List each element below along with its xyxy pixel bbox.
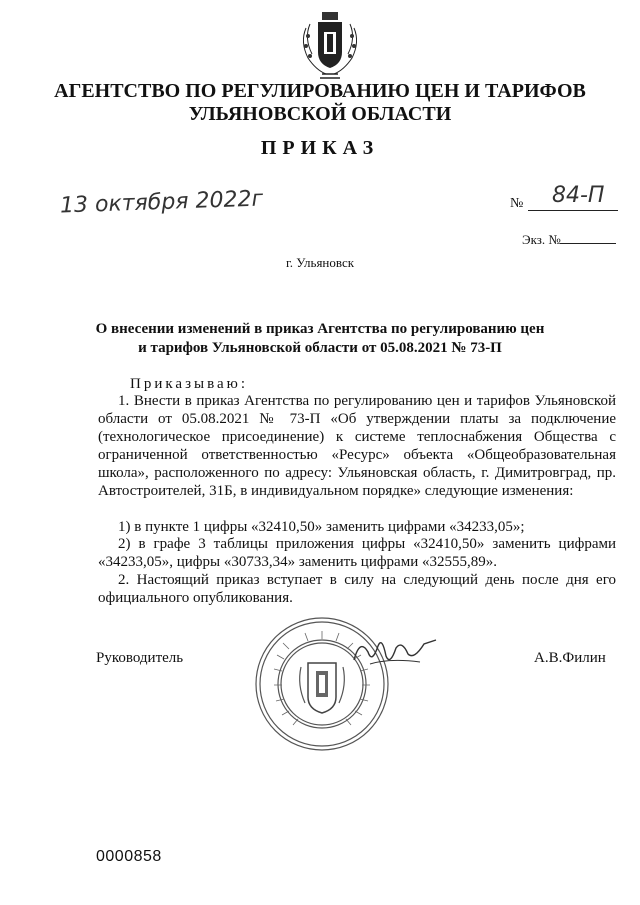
paragraph-2: 2. Настоящий приказ вступает в силу на следующий день после дня его официального опубликования.: [98, 572, 616, 606]
number-underline: [528, 210, 618, 211]
paragraph-1: 1. Внести в приказ Агентства по регулированию цен и тарифов Ульяновской области от 05.08.2021 № 73-П «Об утверждении платы за подключение (технологическое присоединение) к системе теплоснабжения Общества с ограниченной ответственностью «Ресурс» объекта «Общеобразовательная школа», расположенного по адресу: Ульяновская область, г. Димитровград, пр. Автостроителей, 31Б, в индивидуальном порядке» следующие изменения:: [98, 393, 616, 499]
document-type-title: ПРИКАЗ: [260, 137, 380, 159]
subject-line2: и тарифов Ульяновской области от 05.08.2021 № 73-П: [138, 340, 502, 356]
org-name-line1: АГЕНТСТВО ПО РЕГУЛИРОВАНИЮ ЦЕН И ТАРИФОВ: [54, 80, 586, 102]
coat-of-arms-icon: [296, 8, 364, 80]
paragraph-1-1: 1) в пункте 1 цифры «32410,50» заменить цифрами «34233,05»;: [118, 519, 525, 535]
signatory-name: А.В.Филин: [534, 650, 606, 666]
document-serial-number: 0000858: [96, 848, 162, 865]
city: г. Ульяновск: [285, 255, 355, 270]
orders-heading: Приказываю:: [130, 376, 248, 392]
copy-number-label: Экз. №: [522, 232, 561, 247]
number-handwritten: 84-П: [552, 183, 605, 208]
date-handwritten: 13 октября 2022г: [59, 186, 264, 219]
number-label: №: [510, 196, 524, 211]
paragraph-1-2: 2) в графе 3 таблицы приложения цифры «32410,50» заменить цифрами «34233,05», цифры «30733,34» заменить цифрами «32555,89».: [98, 536, 616, 570]
copy-number-underline: [560, 243, 616, 244]
subject-line1: О внесении изменений в приказ Агентства по регулированию цен: [95, 321, 545, 337]
signatory-role: Руководитель: [96, 650, 184, 666]
handwritten-signature: [350, 630, 440, 675]
org-name-line2: УЛЬЯНОВСКОЙ ОБЛАСТИ: [188, 103, 452, 125]
